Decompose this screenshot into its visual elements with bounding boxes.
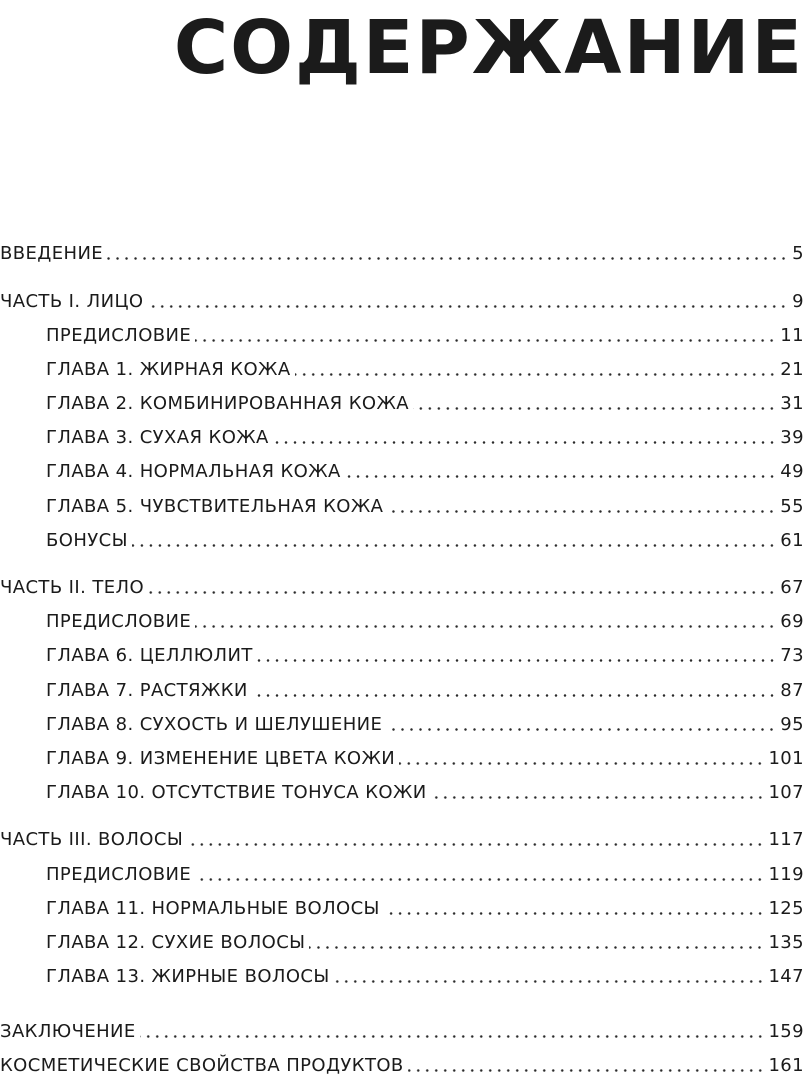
page-title: СОДЕРЖАНИЕ xyxy=(173,5,804,91)
dot-leader xyxy=(273,441,777,444)
toc-page-number: 147 xyxy=(768,965,804,987)
dot-leader xyxy=(431,796,765,799)
toc-entry-chapter-10[interactable] xyxy=(0,777,804,807)
toc-entry-chapter-4[interactable] xyxy=(0,456,804,486)
toc-entry-part-2-preface[interactable] xyxy=(0,606,804,636)
toc-page-number: 159 xyxy=(768,1020,804,1042)
toc-entry-label: ЧАСТЬ II. ТЕЛО xyxy=(0,576,145,598)
toc-entry-chapter-1[interactable] xyxy=(0,354,804,384)
toc-entry-label: ГЛАВА 11. НОРМАЛЬНЫЕ ВОЛОСЫ xyxy=(46,897,380,919)
toc-entry-chapter-3[interactable] xyxy=(0,422,804,452)
dot-leader xyxy=(140,1035,765,1038)
toc-page-number: 73 xyxy=(780,644,804,666)
toc-page-number: 161 xyxy=(768,1054,804,1076)
toc-page-number: 119 xyxy=(768,863,804,885)
toc-entry-part-3-preface[interactable] xyxy=(0,859,804,889)
toc-entry-label: ГЛАВА 1. ЖИРНАЯ КОЖА xyxy=(46,358,291,380)
dot-leader xyxy=(295,373,777,376)
toc-page-number: 117 xyxy=(768,828,804,850)
dot-leader xyxy=(252,694,777,697)
toc-page-number: 9 xyxy=(792,290,804,312)
toc-entry-chapter-13[interactable] xyxy=(0,961,804,991)
toc-entry-conclusion[interactable] xyxy=(0,1016,804,1046)
toc-entry-introduction[interactable] xyxy=(0,238,804,268)
toc-entry-label: ЧАСТЬ III. ВОЛОСЫ xyxy=(0,828,184,850)
dot-leader xyxy=(107,257,788,260)
toc-entry-chapter-2[interactable] xyxy=(0,388,804,418)
toc-entry-chapter-7[interactable] xyxy=(0,675,804,705)
dot-leader xyxy=(187,843,764,846)
toc-entry-part-1[interactable] xyxy=(0,286,804,316)
toc-entry-chapter-11[interactable] xyxy=(0,893,804,923)
toc-page-number: 39 xyxy=(780,426,804,448)
toc-entry-label: ГЛАВА 2. КОМБИНИРОВАННАЯ КОЖА xyxy=(46,392,409,414)
toc-entry-label: ГЛАВА 13. ЖИРНЫЕ ВОЛОСЫ xyxy=(46,965,330,987)
dot-leader xyxy=(195,878,764,881)
toc-page-number: 125 xyxy=(768,897,804,919)
toc-entry-label: ПРЕДИСЛОВИЕ xyxy=(46,324,192,346)
dot-leader xyxy=(132,544,776,547)
toc-entry-chapter-8[interactable] xyxy=(0,709,804,739)
toc-entry-label: ГЛАВА 6. ЦЕЛЛЮЛИТ xyxy=(46,644,253,666)
toc-page-number: 61 xyxy=(780,529,804,551)
toc-entry-chapter-5[interactable] xyxy=(0,491,804,521)
dot-leader xyxy=(334,980,765,983)
toc-page-number: 67 xyxy=(780,576,804,598)
toc-entry-label: ВВЕДЕНИЕ xyxy=(0,242,104,264)
toc-entry-part-3[interactable] xyxy=(0,824,804,854)
dot-leader xyxy=(345,475,777,478)
dot-leader xyxy=(195,339,776,342)
toc-page-number: 101 xyxy=(768,747,804,769)
dot-leader xyxy=(257,659,777,662)
dot-leader xyxy=(386,728,776,731)
dot-leader xyxy=(148,591,776,594)
toc-page-number: 11 xyxy=(780,324,804,346)
dot-leader xyxy=(384,912,765,915)
toc-entry-part-1-preface[interactable] xyxy=(0,320,804,350)
toc-entry-label: ЗАКЛЮЧЕНИЕ xyxy=(0,1020,136,1042)
dot-leader xyxy=(147,305,788,308)
toc-page-number: 135 xyxy=(768,931,804,953)
toc-page-number: 95 xyxy=(780,713,804,735)
toc-entry-label: ГЛАВА 7. РАСТЯЖКИ xyxy=(46,679,248,701)
toc-page-number: 107 xyxy=(768,781,804,803)
toc-page-number: 87 xyxy=(780,679,804,701)
toc-entry-label: ГЛАВА 3. СУХАЯ КОЖА xyxy=(46,426,269,448)
toc-entry-label: ЧАСТЬ I. ЛИЦО xyxy=(0,290,144,312)
toc-entry-label: БОНУСЫ xyxy=(46,529,128,551)
toc-entry-chapter-6[interactable] xyxy=(0,640,804,670)
toc-page-number: 21 xyxy=(780,358,804,380)
toc-entry-label: ГЛАВА 4. НОРМАЛЬНАЯ КОЖА xyxy=(46,460,341,482)
dot-leader xyxy=(413,407,776,410)
toc-entry-part-2[interactable] xyxy=(0,572,804,602)
toc-page-number: 31 xyxy=(780,392,804,414)
toc-page-number: 69 xyxy=(780,610,804,632)
toc-entry-label: ПРЕДИСЛОВИЕ xyxy=(46,610,192,632)
dot-leader xyxy=(309,946,764,949)
toc-entry-label: ГЛАВА 10. ОТСУТСТВИЕ ТОНУСА КОЖИ xyxy=(46,781,427,803)
toc-entry-label: ГЛАВА 9. ИЗМЕНЕНИЕ ЦВЕТА КОЖИ xyxy=(46,747,396,769)
toc-entry-label: ГЛАВА 12. СУХИЕ ВОЛОСЫ xyxy=(46,931,306,953)
toc-entry-label: ГЛАВА 5. ЧУВСТВИТЕЛЬНАЯ КОЖА xyxy=(46,495,384,517)
toc-entry-label: КОСМЕТИЧЕСКИЕ СВОЙСТВА ПРОДУКТОВ xyxy=(0,1054,404,1076)
toc-entry-chapter-12[interactable] xyxy=(0,927,804,957)
toc-page-number: 55 xyxy=(780,495,804,517)
toc-entry-label: ГЛАВА 8. СУХОСТЬ И ШЕЛУШЕНИЕ xyxy=(46,713,383,735)
dot-leader xyxy=(387,510,776,513)
toc-entry-label: ПРЕДИСЛОВИЕ xyxy=(46,863,192,885)
dot-leader xyxy=(408,1069,765,1072)
dot-leader xyxy=(195,625,776,628)
dot-leader xyxy=(399,762,764,765)
toc-entry-cosmetic-properties[interactable] xyxy=(0,1050,804,1080)
toc-entry-bonuses[interactable] xyxy=(0,525,804,555)
toc-page-number: 5 xyxy=(792,242,804,264)
toc-entry-chapter-9[interactable] xyxy=(0,743,804,773)
toc-page-number: 49 xyxy=(780,460,804,482)
